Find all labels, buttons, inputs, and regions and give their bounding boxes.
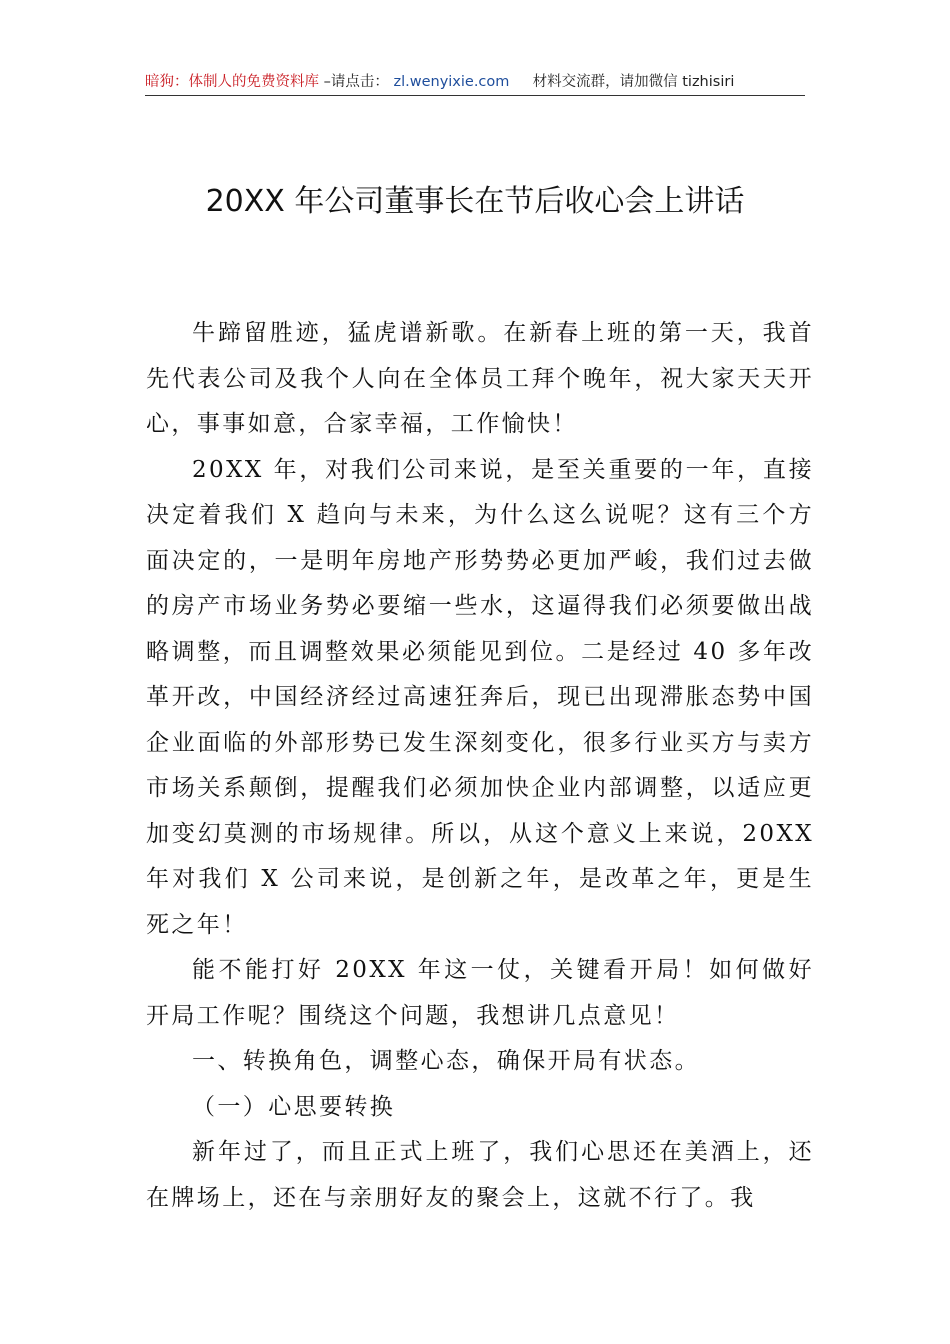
paragraph-mindset: 新年过了，而且正式上班了，我们心思还在美酒上，还在牌场上，还在与亲朋好友的聚会上，这就不行了。我 (146, 1139, 814, 1211)
page-header (145, 70, 805, 94)
document-title: 20XX 年公司董事长在节后收心会上讲话 (205, 184, 745, 219)
header-url-link[interactable]: zl.wenyixie.com (393, 74, 510, 90)
header-divider (145, 95, 805, 96)
section-heading-1: 一、转换角色，调整心态，确保开局有状态。 (192, 1048, 700, 1074)
paragraph-importance: 20XX 年，对我们公司来说，是至关重要的一年，直接决定着我们 X 趋向与未来，为什么这么说呢？这有三个方面决定的，一是明年房地产形势势必更加严峻，我们过去做的房产市场业务势必要缩一些水，这逼得我们必须要做出战略调整，而且调整效果必须能见到位。二是经过 40 多年改革开改，中国经济经过高速狂奔后，现已出现滞胀态势中国企业面临的外部形势已发生深刻变化，很多行业买方与卖方市场关系颠倒，提醒我们必须加快企业内部调整，以适应更加变幻莫测的市场规律。所以，从这个意义上来说，20XX 年对我们 X 公司来说，是创新之年，是改革之年，更是生死之年！ (146, 456, 814, 938)
subsection-heading-1: （一）心思要转换 (192, 1093, 396, 1120)
paragraph-opening: 能不能打好 20XX 年这一仗，关键看开局！如何做好开局工作呢？围绕这个问题，我想讲几点意见！ (146, 957, 814, 1029)
document-body (146, 311, 814, 1221)
paragraph-greeting: 牛蹄留胜迹，猛虎谱新歌。在新春上班的第一天，我首先代表公司及我个人向在全体员工拜个晚年，祝大家天天开心，事事如意，合家幸福，工作愉快！ (146, 320, 814, 437)
header-brand: 暗狗：体制人的免费资料库 (145, 74, 319, 90)
header-link-prompt: –请点击： (323, 74, 389, 90)
header-wechat-note: 材料交流群，请加微信 tizhisiri (532, 74, 735, 90)
